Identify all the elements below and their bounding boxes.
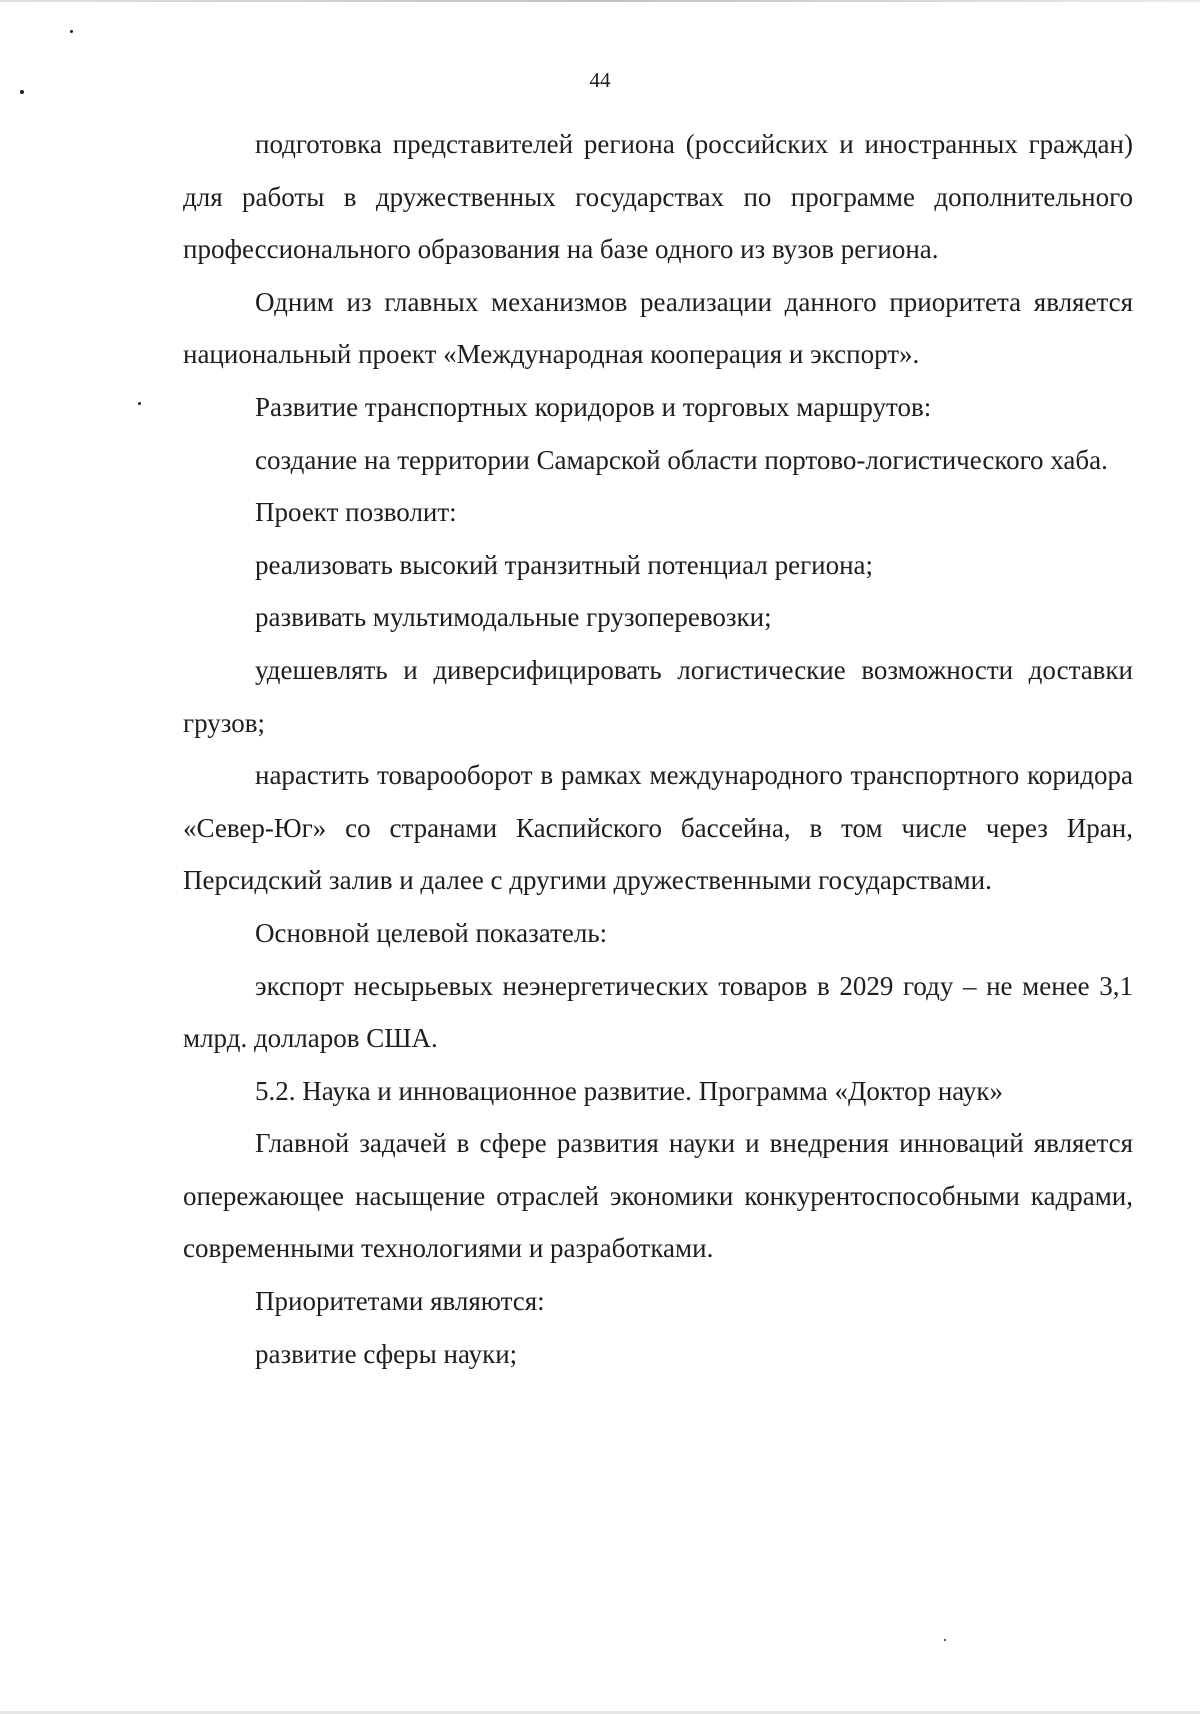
paragraph: Главной задачей в сфере развития науки и внедрения инноваций является опережающее насыщение отраслей экономики конкурентоспособными кадрами, современными технологиями и разработками.: [183, 1128, 1133, 1264]
paragraph: развитие сферы науки;: [255, 1338, 518, 1369]
paragraph: Приоритетами являются:: [255, 1286, 545, 1317]
paragraph: нарастить товарооборот в рамках международного транспортного коридора «Север-Юг» со странами Каспийского бассейна, в том числе через Иран, Персидский залив и далее с другими дружественными государствами.: [183, 760, 1133, 896]
paragraph: реализовать высокий транзитный потенциал региона;: [255, 549, 874, 580]
paragraph: Основной целевой показатель:: [255, 917, 608, 948]
paragraph: создание на территории Самарской области портово-логистического хаба.: [255, 444, 1108, 475]
document-body: [183, 118, 1133, 1380]
page-number: 44: [589, 68, 611, 92]
paragraph: Одним из главных механизмов реализации данного приоритета является национальный проект «Международная кооперация и экспорт».: [183, 286, 1133, 370]
paragraph: развивать мультимодальные грузоперевозки;: [255, 602, 772, 633]
scan-speck: [70, 30, 73, 33]
paragraph: Проект позволит:: [255, 497, 457, 528]
scan-speck: [944, 1639, 946, 1641]
paragraph: Развитие транспортных коридоров и торговых маршрутов:: [255, 391, 932, 422]
scan-speck: [138, 402, 141, 405]
paragraph: экспорт несырьевых неэнергетических товаров в 2029 году – не менее 3,1 млрд. долларов США.: [183, 970, 1133, 1054]
scan-edge-top: [0, 0, 1200, 2]
paragraph: удешевлять и диверсифицировать логистические возможности доставки грузов;: [183, 654, 1133, 738]
section-heading: 5.2. Наука и инновационное развитие. Программа «Доктор наук»: [255, 1075, 1003, 1106]
paragraph: подготовка представителей региона (российских и иностранных граждан) для работы в дружественных государствах по программе дополнительного профессионального образования на базе одного из вузов региона.: [183, 129, 1133, 265]
